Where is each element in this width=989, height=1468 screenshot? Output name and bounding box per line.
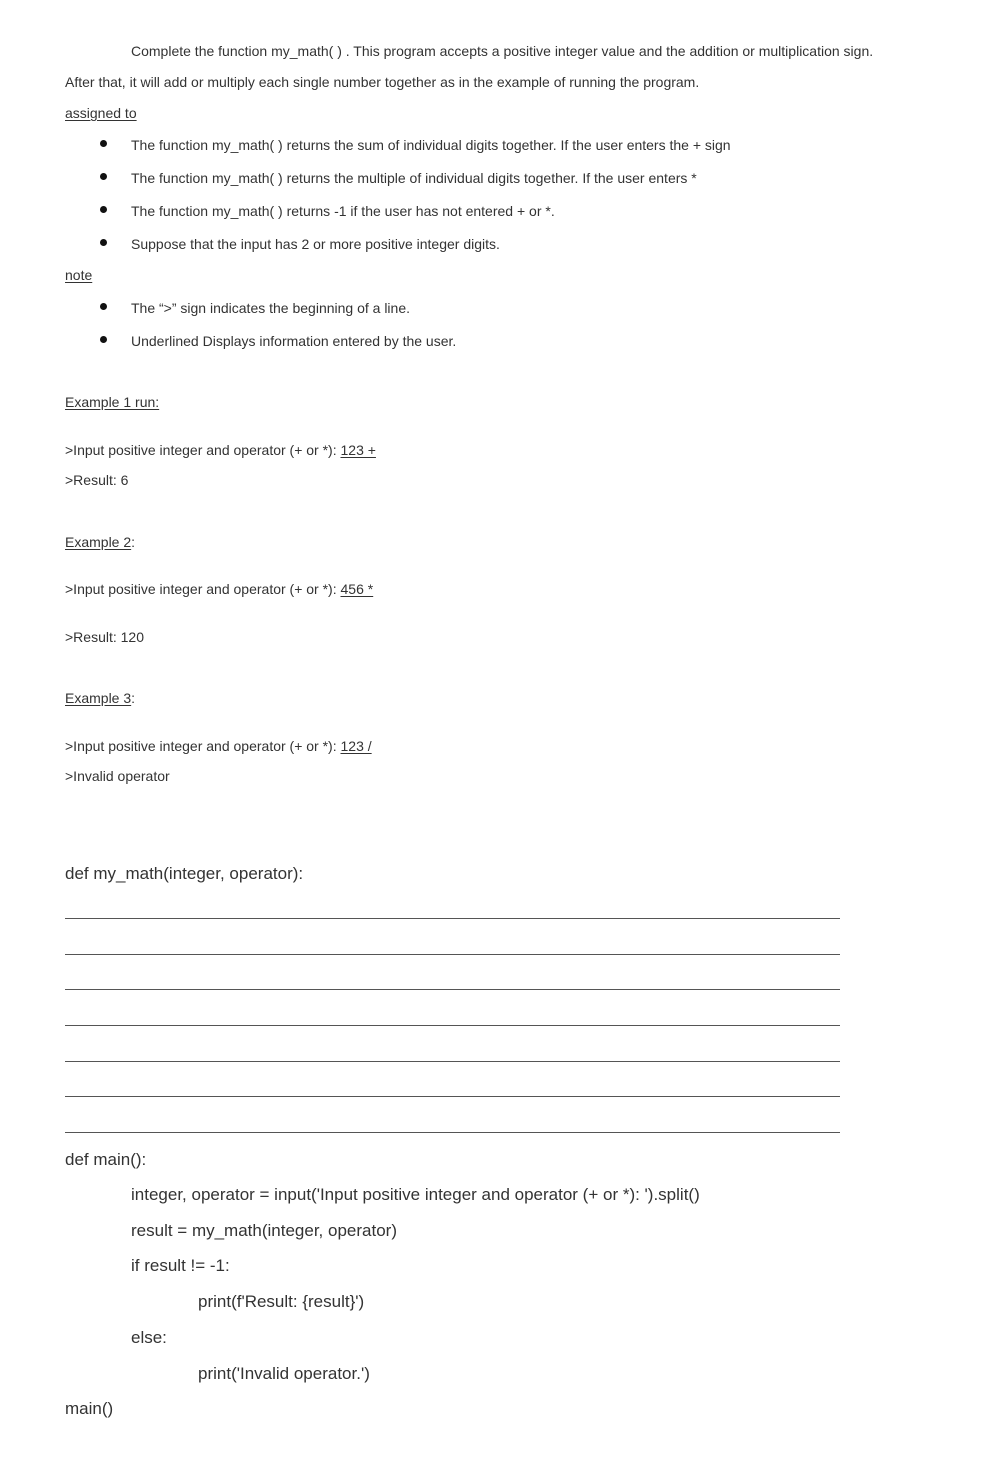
answer-blank-line[interactable]: [65, 954, 840, 955]
intro-line-2: After that, it will add or multiply each single number together as in the example of running the program.: [65, 74, 700, 90]
example-3-prompt: >Input positive integer and operator (+ or *):: [65, 738, 341, 754]
example-2-title: [65, 533, 135, 551]
example-2-title-text: Example 2: [65, 534, 132, 550]
example-1-title-text: Example 1 run:: [65, 394, 160, 410]
example-2-output: >Result: 120: [65, 629, 144, 645]
answer-blank-line[interactable]: [65, 1061, 840, 1062]
example-2-title-suffix: :: [131, 534, 136, 550]
note-heading: note: [65, 267, 93, 283]
example-2-prompt: >Input positive integer and operator (+ or *):: [65, 581, 341, 597]
example-3-title: [65, 689, 135, 707]
example-1-output: >Result: 6: [65, 472, 129, 488]
assigned-item-2: The function my_math( ) returns the multiple of individual digits together. If the user enters *: [131, 170, 697, 186]
bullet-icon: [100, 239, 107, 246]
example-1-prompt: >Input positive integer and operator (+ or *):: [65, 442, 341, 458]
code-def-my-math: def my_math(integer, operator):: [65, 864, 304, 883]
bullet-icon: [100, 173, 107, 180]
code-line-if: if result != -1:: [131, 1256, 230, 1275]
code-line-result: result = my_math(integer, operator): [131, 1221, 397, 1240]
example-1-title: [65, 393, 159, 411]
code-line-print-invalid: print('Invalid operator.'): [198, 1364, 370, 1383]
bullet-icon: [100, 140, 107, 147]
note-item-1: The “>” sign indicates the beginning of a line.: [131, 300, 411, 316]
bullet-icon: [100, 303, 107, 310]
assigned-item-1: The function my_math( ) returns the sum of individual digits together. If the user enters the + sign: [131, 137, 731, 153]
example-2-user-input: 456 *: [340, 581, 374, 597]
bullet-icon: [100, 206, 107, 213]
intro-line-1: Complete the function my_math( ) . This program accepts a positive integer value and the addition or multiplication sign.: [131, 43, 874, 59]
answer-blank-line[interactable]: [65, 1132, 840, 1133]
example-3-user-input: 123 /: [340, 738, 372, 754]
example-1-input-line: [65, 441, 376, 459]
code-line-call: main(): [65, 1399, 114, 1418]
answer-blank-line[interactable]: [65, 1096, 840, 1097]
example-3-title-text: Example 3: [65, 690, 132, 706]
assigned-item-3: The function my_math( ) returns -1 if the user has not entered + or *.: [131, 203, 555, 219]
assigned-heading: assigned to: [65, 105, 137, 121]
example-3-output: >Invalid operator: [65, 768, 170, 784]
bullet-icon: [100, 336, 107, 343]
example-3-title-suffix: :: [131, 690, 136, 706]
code-line-else: else:: [131, 1328, 167, 1347]
code-line-print-result: print(f'Result: {result}'): [198, 1292, 365, 1311]
example-1-user-input: 123 +: [340, 442, 376, 458]
answer-blank-line[interactable]: [65, 989, 840, 990]
answer-blank-line[interactable]: [65, 1025, 840, 1026]
example-2-input-line: [65, 580, 373, 598]
code-line-input: integer, operator = input('Input positive integer and operator (+ or *): ').split(): [131, 1185, 700, 1204]
code-def-main: def main():: [65, 1150, 147, 1169]
example-3-input-line: [65, 737, 372, 755]
answer-blank-line[interactable]: [65, 918, 840, 919]
assigned-item-4: Suppose that the input has 2 or more positive integer digits.: [131, 236, 500, 252]
note-item-2: Underlined Displays information entered by the user.: [131, 333, 457, 349]
